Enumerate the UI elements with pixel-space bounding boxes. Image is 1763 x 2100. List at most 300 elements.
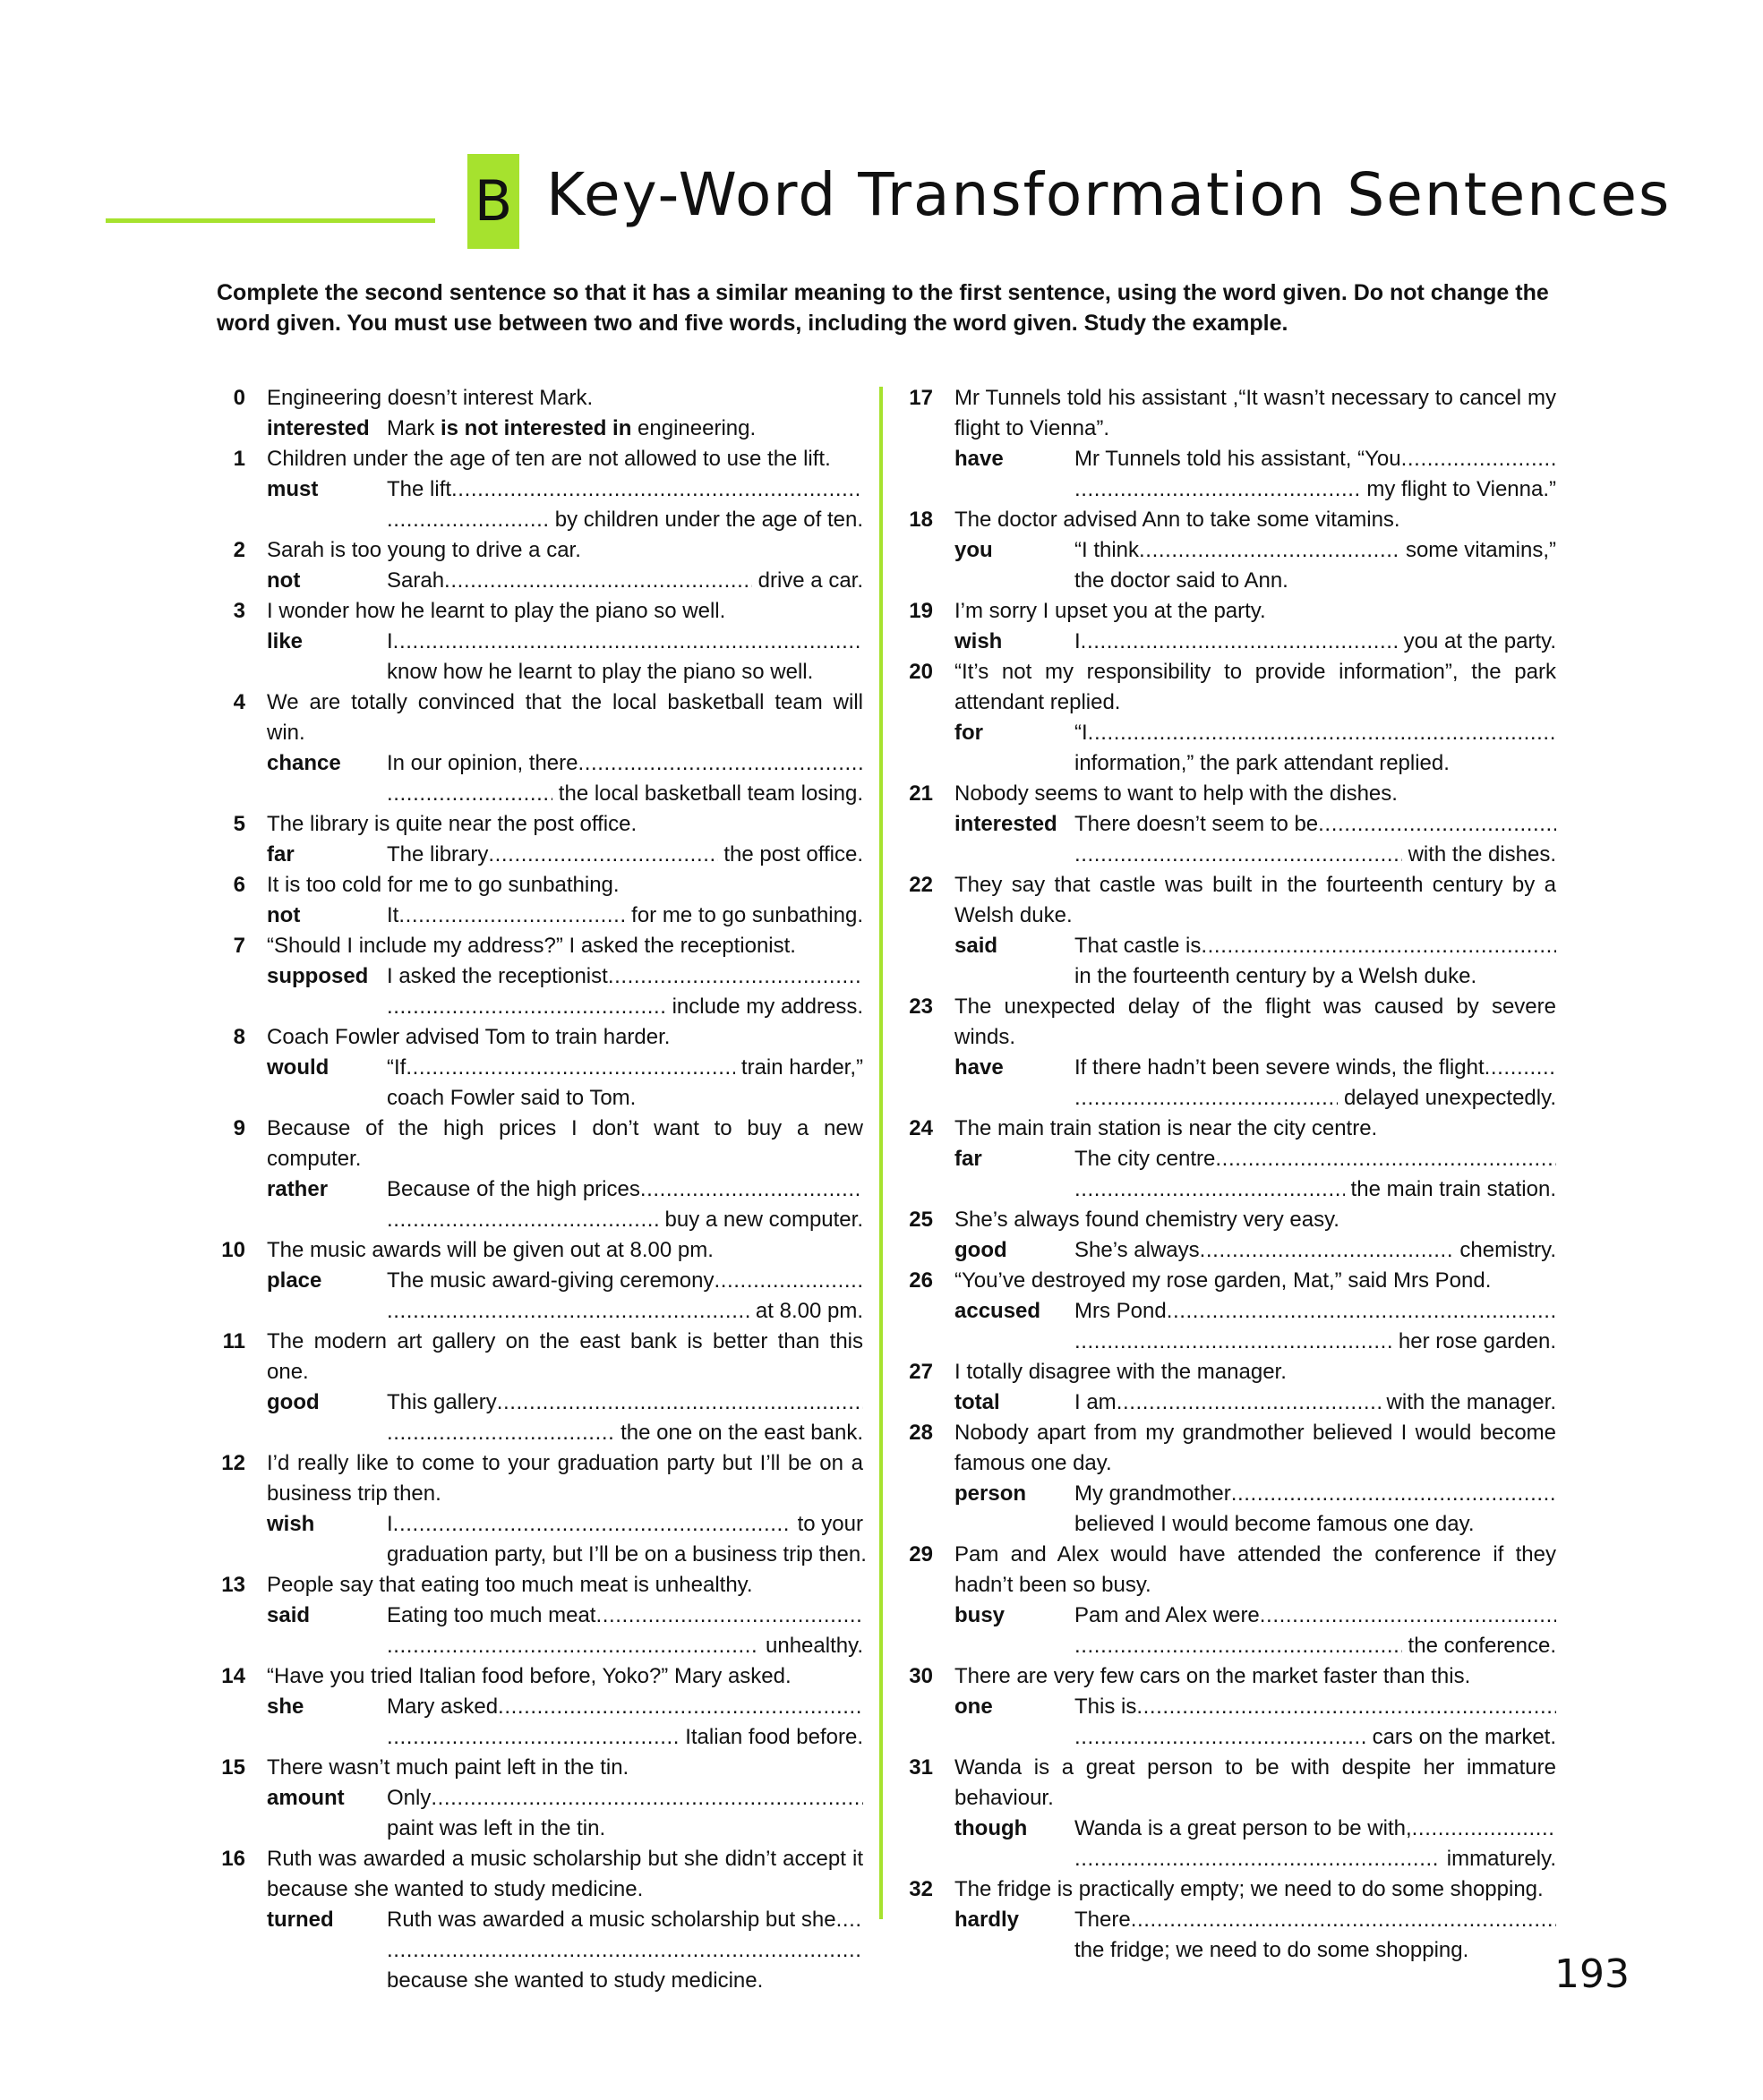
answer-tail: delayed unexpectedly. (1343, 1086, 1556, 1110)
item-sentence: Because of the high prices I don’t want to buy a new computer. (267, 1116, 863, 1171)
item-keyword: wish (954, 629, 1003, 653)
exercise-item (215, 1448, 867, 1570)
item-keyword: place (267, 1268, 322, 1293)
answer-line[interactable] (1074, 535, 1556, 566)
answer-blank[interactable] (431, 1783, 863, 1814)
exercise-item (215, 870, 863, 931)
item-number: 26 (909, 1268, 933, 1293)
answer-lead: It (387, 903, 399, 927)
answer-blank[interactable] (1401, 444, 1556, 474)
answer-blank[interactable] (444, 566, 752, 596)
item-sentence: Pam and Alex would have attended the conference if they hadn’t been so busy. (954, 1542, 1556, 1597)
answer-lead: This gallery (387, 1390, 497, 1414)
answer-blank[interactable] (1260, 1601, 1556, 1631)
exercise-item (903, 779, 1556, 870)
item-keyword: person (954, 1481, 1027, 1506)
answer-tail: at 8.00 pm. (755, 1299, 863, 1323)
answer-line-2[interactable] (387, 1296, 863, 1327)
answer-blank[interactable] (387, 505, 549, 535)
item-sentence: The music awards will be given out at 8.00 pm. (267, 1238, 714, 1262)
item-number: 23 (909, 995, 933, 1019)
answer-blank[interactable] (714, 1266, 863, 1296)
answer-blank[interactable] (1318, 809, 1556, 840)
answer-blank[interactable] (1074, 1844, 1441, 1874)
answer-lead: Mary asked (387, 1695, 499, 1719)
answer-blank[interactable] (497, 1387, 863, 1418)
answer-blank[interactable] (393, 627, 863, 657)
answer-lead: The music award-giving ceremony (387, 1268, 715, 1293)
item-keyword: interested (267, 416, 370, 440)
item-sentence: The unexpected delay of the flight was caused by severe winds. (954, 995, 1556, 1049)
item-sentence: There wasn’t much paint left in the tin. (267, 1755, 629, 1780)
item-number: 1 (233, 447, 245, 471)
answer-tail: the conference. (1408, 1634, 1556, 1658)
exercise-item (903, 1205, 1556, 1266)
item-sentence: The main train station is near the city centre. (954, 1116, 1378, 1140)
answer-lead: The lift (387, 477, 452, 501)
answer-blank[interactable] (608, 961, 863, 992)
answer-blank[interactable] (451, 474, 863, 505)
answer-blank[interactable] (387, 779, 552, 809)
answer-tail: the main train station. (1350, 1177, 1556, 1201)
answer-tail: my flight to Vienna.” (1366, 477, 1556, 501)
answer-line[interactable] (1074, 1814, 1556, 1844)
answer-tail: to your (797, 1512, 863, 1536)
item-sentence: “It’s not my responsibility to provide information”, the park attendant replied. (954, 660, 1556, 714)
item-sentence: Nobody seems to want to help with the dishes. (954, 781, 1398, 806)
exercise-item (903, 596, 1556, 657)
item-keyword: chance (267, 751, 341, 775)
answer-line[interactable] (1074, 1144, 1556, 1174)
answer-line-2[interactable] (1074, 1631, 1556, 1661)
answer-line-2[interactable] (387, 1631, 863, 1661)
answer-line-2[interactable] (387, 1205, 863, 1235)
answer-line[interactable] (387, 474, 863, 505)
item-keyword: said (267, 1603, 311, 1627)
item-keyword: rather (267, 1177, 329, 1201)
item-number: 20 (909, 660, 933, 684)
answer-line[interactable] (387, 1905, 863, 1935)
answer-continuation: believed I would become famous one day. (1074, 1512, 1475, 1536)
item-sentence: The doctor advised Ann to take some vitamins. (954, 508, 1400, 532)
item-number: 3 (233, 599, 245, 623)
page-title: Key-Word Transformation Sentences (546, 160, 1672, 229)
answer-blank[interactable] (1485, 1053, 1556, 1083)
item-sentence: She’s always found chemistry very easy. (954, 1208, 1339, 1232)
item-number: 29 (909, 1542, 933, 1566)
exercise-item (903, 383, 1556, 505)
answer-blank[interactable] (640, 1174, 863, 1205)
item-number: 17 (909, 386, 933, 410)
item-keyword: wish (267, 1512, 315, 1536)
example-answer-key: is not interested in (441, 416, 632, 440)
item-sentence: I’d really like to come to your graduation party but I’ll be on a business trip then. (267, 1451, 863, 1506)
item-number: 16 (221, 1847, 245, 1871)
answer-line[interactable] (1074, 1235, 1556, 1266)
answer-lead: The library (387, 842, 489, 866)
item-number: 25 (909, 1208, 933, 1232)
answer-continuation: the doctor said to Ann. (1074, 568, 1288, 593)
item-number: 19 (909, 599, 933, 623)
answer-lead: Because of the high prices (387, 1177, 640, 1201)
answer-continuation: graduation party, but I’ll be on a business trip then. (387, 1542, 867, 1566)
answer-tail: her rose garden. (1398, 1329, 1556, 1353)
answer-line[interactable] (387, 1509, 863, 1540)
answer-line[interactable] (387, 748, 863, 779)
instructions: Complete the second sentence so that it has a similar meaning to the first sentence, using the word given. Do not change the word given. You must use between two and five words, including the word given. Study the example. (217, 280, 1549, 336)
answer-lead: Mr Tunnels told his assistant, “You (1074, 447, 1401, 471)
answer-blank[interactable] (1088, 718, 1556, 748)
exercise-item (903, 505, 1556, 596)
answer-tail: with the dishes. (1408, 842, 1556, 866)
item-sentence: “Have you tried Italian food before, Yoko?” Mary asked. (267, 1664, 792, 1688)
item-number: 5 (233, 812, 245, 836)
item-sentence: Mr Tunnels told his assistant ,“It wasn’t necessary to cancel my flight to Vienna”. (954, 386, 1556, 440)
answer-line-2[interactable] (1074, 840, 1556, 870)
item-number: 11 (222, 1329, 245, 1353)
answer-blank[interactable] (1231, 1479, 1556, 1509)
answer-lead: Sarah (387, 568, 445, 593)
answer-line[interactable] (387, 627, 863, 657)
item-keyword: accused (954, 1299, 1041, 1323)
exercise-item (215, 1327, 863, 1448)
answer-line[interactable] (387, 840, 863, 870)
item-keyword: turned (267, 1908, 334, 1932)
answer-blank[interactable] (1074, 1083, 1338, 1114)
answer-continuation: in the fourteenth century by a Welsh duke. (1074, 964, 1477, 988)
item-sentence: Engineering doesn’t interest Mark. (267, 386, 594, 410)
answer-blank[interactable] (1136, 1692, 1556, 1722)
answer-line-2[interactable] (1074, 1844, 1556, 1874)
left-column (215, 383, 867, 1996)
answer-line[interactable] (1074, 1387, 1556, 1418)
answer-line[interactable] (1074, 444, 1556, 474)
example-answer: Mark is not interested in engineering. (387, 416, 757, 440)
answer-blank[interactable] (1412, 1814, 1556, 1844)
answer-line[interactable] (1074, 1905, 1556, 1935)
answer-tail: the one on the east bank. (620, 1421, 863, 1445)
exercise-item (903, 1753, 1556, 1874)
answer-lead: “I think (1074, 538, 1140, 562)
answer-blank[interactable] (578, 748, 863, 779)
exercise-item (215, 1844, 863, 1996)
item-sentence: It is too cold for me to go sunbathing. (267, 873, 620, 897)
item-sentence: Wanda is a great person to be with despite her immature behaviour. (954, 1755, 1556, 1810)
item-keyword: she (267, 1695, 304, 1719)
answer-tail: include my address. (672, 995, 863, 1019)
answer-line[interactable] (1074, 718, 1556, 748)
answer-blank[interactable] (387, 992, 666, 1022)
exercise-item (903, 1661, 1556, 1753)
exercise-item (903, 870, 1556, 992)
answer-lead: This is (1074, 1695, 1137, 1719)
answer-line[interactable] (387, 1053, 863, 1083)
item-sentence: “You’ve destroyed my rose garden, Mat,” said Mrs Pond. (954, 1268, 1492, 1293)
item-keyword: amount (267, 1786, 345, 1810)
answer-line[interactable] (1074, 627, 1556, 657)
item-number: 10 (221, 1238, 245, 1262)
item-sentence: Sarah is too young to drive a car. (267, 538, 581, 562)
exercise-item (215, 1114, 863, 1235)
item-keyword: you (954, 538, 993, 562)
item-keyword: for (954, 721, 983, 745)
exercise-item (215, 1661, 863, 1753)
answer-tail: by children under the age of ten. (554, 508, 863, 532)
answer-blank[interactable] (1139, 535, 1399, 566)
answer-blank[interactable] (387, 1205, 659, 1235)
item-keyword: supposed (267, 964, 369, 988)
item-number: 9 (233, 1116, 245, 1140)
answer-lead: There doesn’t seem to be (1074, 812, 1319, 836)
answer-line[interactable] (387, 1692, 863, 1722)
answer-line-2[interactable] (387, 1722, 863, 1753)
answer-continuation: paint was left in the tin. (387, 1816, 606, 1840)
item-keyword: said (954, 934, 998, 958)
item-sentence: There are very few cars on the market faster than this. (954, 1664, 1471, 1688)
answer-blank[interactable] (1131, 1905, 1556, 1935)
item-keyword: must (267, 477, 319, 501)
answer-line-2[interactable] (387, 992, 863, 1022)
answer-line[interactable] (1074, 1296, 1556, 1327)
item-number: 30 (909, 1664, 933, 1688)
answer-tail: train harder,” (740, 1055, 863, 1080)
answer-tail: cars on the market. (1372, 1725, 1556, 1749)
answer-tail: unhealthy. (766, 1634, 863, 1658)
exercise-item (903, 657, 1556, 779)
exercise-item (215, 1570, 863, 1661)
item-number: 7 (233, 934, 245, 958)
item-keyword: interested (954, 812, 1057, 836)
item-sentence: People say that eating too much meat is unhealthy. (267, 1573, 753, 1597)
answer-blank[interactable] (1167, 1296, 1556, 1327)
answer-blank[interactable] (1074, 1174, 1345, 1205)
item-keyword: one (954, 1695, 993, 1719)
item-sentence: They say that castle was built in the fourteenth century by a Welsh duke. (954, 873, 1556, 927)
answer-line-2[interactable] (1074, 1327, 1556, 1357)
exercise-item (215, 1753, 863, 1844)
example-item (215, 383, 863, 444)
item-number: 2 (233, 538, 245, 562)
item-sentence: The library is quite near the post office. (267, 812, 638, 836)
answer-blank[interactable] (1215, 1144, 1556, 1174)
exercise-item (215, 931, 863, 1022)
item-sentence: We are totally convinced that the local basketball team will win. (267, 690, 863, 745)
item-number: 21 (909, 781, 933, 806)
exercise-item (903, 1114, 1556, 1205)
item-number: 13 (221, 1573, 245, 1597)
answer-lead: That castle is (1074, 934, 1202, 958)
answer-tail: the post office. (723, 842, 863, 866)
answer-tail: with the manager. (1386, 1390, 1556, 1414)
exercise-item (215, 444, 863, 535)
item-sentence: The modern art gallery on the east bank is better than this one. (267, 1329, 863, 1384)
answer-line[interactable] (387, 1174, 863, 1205)
answer-tail: some vitamins,” (1405, 538, 1556, 562)
answer-lead: “If (387, 1055, 407, 1080)
item-sentence: Coach Fowler advised Tom to train harder. (267, 1025, 671, 1049)
exercise-item (215, 809, 863, 870)
answer-line[interactable] (1074, 809, 1556, 840)
answer-lead: Pam and Alex were (1074, 1603, 1260, 1627)
item-number: 4 (233, 690, 245, 714)
item-keyword: hardly (954, 1908, 1020, 1932)
answer-blank[interactable] (387, 1296, 749, 1327)
answer-lead: I (387, 629, 393, 653)
exercise-item (903, 1874, 1556, 1966)
answer-line[interactable] (1074, 1053, 1556, 1083)
answer-blank[interactable] (1117, 1387, 1381, 1418)
answer-line-2[interactable] (1074, 474, 1556, 505)
exercise-item (903, 992, 1556, 1114)
answer-line-2[interactable] (387, 505, 863, 535)
item-keyword: have (954, 447, 1004, 471)
item-number: 6 (233, 873, 245, 897)
item-keyword: not (267, 568, 301, 593)
item-keyword: far (954, 1147, 982, 1171)
answer-blank[interactable] (406, 1053, 735, 1083)
item-keyword: total (954, 1390, 1000, 1414)
answer-line-2[interactable] (387, 1935, 863, 1966)
item-sentence: I wonder how he learnt to play the piano so well. (267, 599, 726, 623)
answer-blank[interactable] (387, 1631, 759, 1661)
item-number: 32 (909, 1877, 933, 1901)
answer-lead: In our opinion, there (387, 751, 578, 775)
item-keyword: have (954, 1055, 1004, 1080)
answer-line-2[interactable] (387, 1418, 863, 1448)
answer-blank[interactable] (1074, 474, 1361, 505)
answer-tail: drive a car. (757, 568, 863, 593)
item-sentence: I’m sorry I upset you at the party. (954, 599, 1266, 623)
answer-lead: I (1074, 629, 1081, 653)
item-number: 14 (221, 1664, 245, 1688)
item-keyword: busy (954, 1603, 1006, 1627)
exercise-item (215, 1235, 863, 1327)
right-column (903, 383, 1556, 1966)
item-number: 15 (221, 1755, 245, 1780)
item-number: 31 (909, 1755, 933, 1780)
exercise-item (903, 1357, 1556, 1418)
answer-lead: Eating too much meat (387, 1603, 596, 1627)
section-letter-badge: B (467, 154, 519, 249)
answer-line-2[interactable] (1074, 1174, 1556, 1205)
page-number: 193 (1554, 1951, 1630, 1997)
answer-blank[interactable] (1074, 1631, 1402, 1661)
answer-lead: I am (1074, 1390, 1117, 1414)
item-sentence: I totally disagree with the manager. (954, 1360, 1287, 1384)
answer-line[interactable] (387, 1601, 863, 1631)
item-keyword: good (954, 1238, 1007, 1262)
item-keyword: good (267, 1390, 320, 1414)
exercise-item (215, 687, 863, 809)
answer-blank[interactable] (836, 1905, 863, 1935)
answer-lead: The city centre (1074, 1147, 1216, 1171)
answer-line[interactable] (1074, 1479, 1556, 1509)
exercise-item (903, 1418, 1556, 1540)
answer-tail: Italian food before. (685, 1725, 863, 1749)
item-number: 8 (233, 1025, 245, 1049)
answer-lead: My grandmother (1074, 1481, 1231, 1506)
item-sentence: Children under the age of ten are not allowed to use the lift. (267, 447, 831, 471)
exercise-item (903, 1540, 1556, 1661)
answer-line[interactable] (387, 1783, 863, 1814)
item-number: 0 (233, 386, 245, 410)
item-sentence: “Should I include my address?” I asked the receptionist. (267, 934, 796, 958)
answer-line[interactable] (387, 901, 863, 931)
answer-line-2[interactable] (1074, 1083, 1556, 1114)
item-keyword: not (267, 903, 301, 927)
item-number: 24 (909, 1116, 933, 1140)
answer-blank[interactable] (1074, 1722, 1366, 1753)
answer-line[interactable] (387, 961, 863, 992)
answer-tail: immaturely. (1446, 1847, 1556, 1871)
answer-blank[interactable] (387, 1935, 863, 1966)
answer-lead: Mrs Pond (1074, 1299, 1167, 1323)
item-keyword: far (267, 842, 295, 866)
answer-line[interactable] (387, 566, 863, 596)
answer-continuation: coach Fowler said to Tom. (387, 1086, 637, 1110)
answer-lead: There (1074, 1908, 1131, 1932)
answer-blank[interactable] (1074, 840, 1402, 870)
answer-lead: “I (1074, 721, 1088, 745)
answer-tail: for me to go sunbathing. (631, 903, 863, 927)
answer-blank[interactable] (387, 1722, 680, 1753)
item-number: 27 (909, 1360, 933, 1384)
item-keyword: though (954, 1816, 1028, 1840)
answer-line-2[interactable] (1074, 1722, 1556, 1753)
column-divider (879, 387, 883, 1919)
item-keyword: like (267, 629, 304, 653)
answer-line[interactable] (387, 1387, 863, 1418)
answer-blank[interactable] (1201, 931, 1556, 961)
answer-lead: I asked the receptionist (387, 964, 608, 988)
answer-lead: Wanda is a great person to be with, (1074, 1816, 1412, 1840)
header-accent-rule (106, 218, 435, 223)
answer-tail: chemistry. (1459, 1238, 1556, 1262)
exercise-item (215, 1022, 863, 1114)
item-number: 12 (221, 1451, 245, 1475)
answer-line[interactable] (387, 1266, 863, 1296)
answer-blank[interactable] (387, 1418, 614, 1448)
item-keyword: would (267, 1055, 329, 1080)
exercise-item (215, 596, 863, 687)
answer-line[interactable] (1074, 931, 1556, 961)
answer-blank[interactable] (498, 1692, 863, 1722)
answer-blank[interactable] (1200, 1235, 1454, 1266)
answer-lead: Ruth was awarded a music scholarship but she (387, 1908, 836, 1932)
answer-blank[interactable] (595, 1601, 863, 1631)
item-number: 18 (909, 508, 933, 532)
item-sentence: Nobody apart from my grandmother believed I would become famous one day. (954, 1421, 1556, 1475)
item-number: 22 (909, 873, 933, 897)
exercise-item (903, 1266, 1556, 1357)
answer-lead: She’s always (1074, 1238, 1200, 1262)
answer-blank[interactable] (398, 901, 625, 931)
answer-line[interactable] (1074, 1601, 1556, 1631)
item-sentence: The fridge is practically empty; we need to do some shopping. (954, 1877, 1544, 1901)
answer-blank[interactable] (393, 1509, 792, 1540)
answer-line[interactable] (1074, 1692, 1556, 1722)
answer-blank[interactable] (1081, 627, 1398, 657)
answer-lead: If there hadn’t been severe winds, the flight (1074, 1055, 1485, 1080)
answer-tail: you at the party. (1403, 629, 1556, 653)
answer-blank[interactable] (1074, 1327, 1392, 1357)
answer-blank[interactable] (488, 840, 717, 870)
answer-continuation: the fridge; we need to do some shopping. (1074, 1938, 1469, 1962)
item-sentence: Ruth was awarded a music scholarship but she didn’t accept it because she wanted to study medicine. (267, 1847, 863, 1901)
answer-lead: Only (387, 1786, 432, 1810)
answer-line-2[interactable] (387, 779, 863, 809)
exercise-item (215, 535, 863, 596)
